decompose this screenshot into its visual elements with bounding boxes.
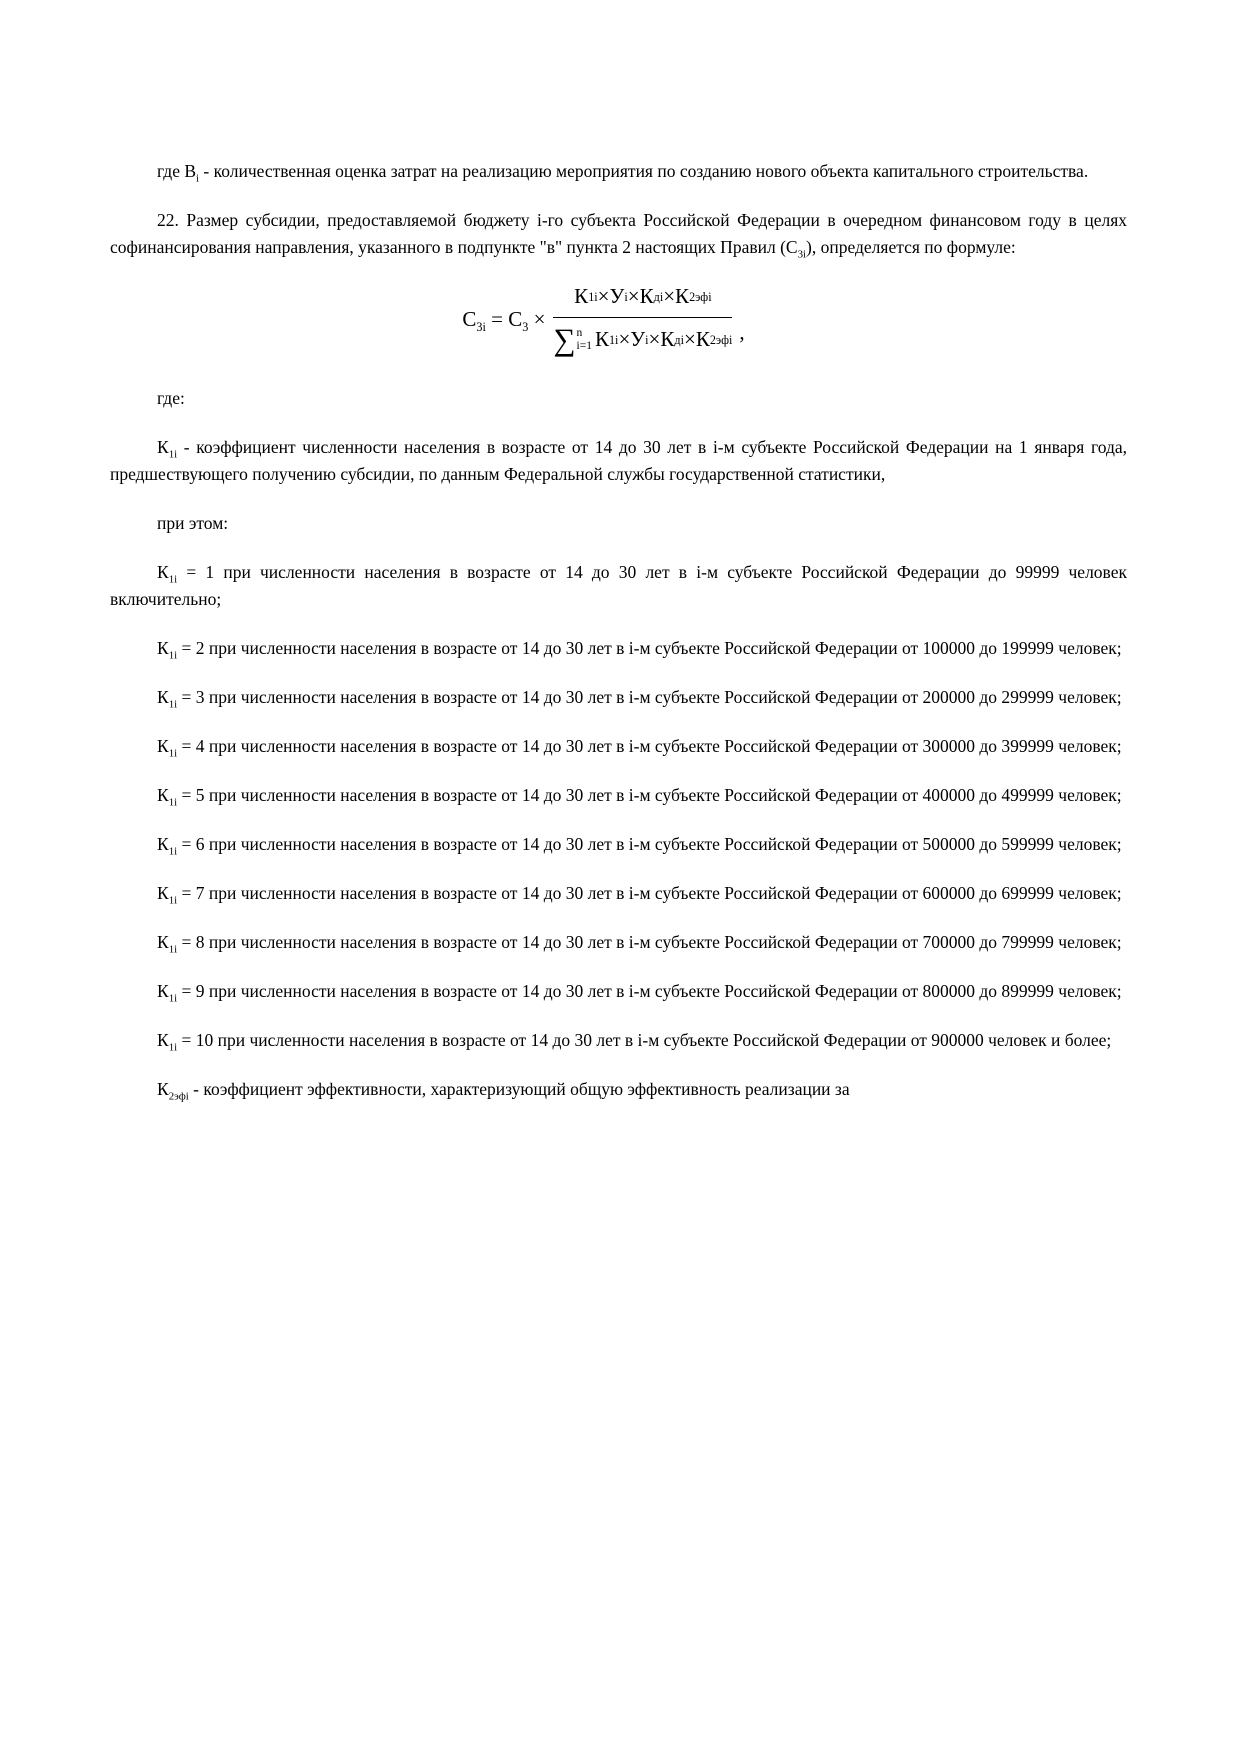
text-run: - коэффициент численности населения в возрасте от 14 до 30 лет в i-м субъекте Российской Федерации на 1 января года, предшествующего получению субсидии, по данным Федеральной службы государственной статистики, (110, 437, 1127, 485)
text-run: = 7 при численности населения в возрасте от 14 до 30 лет в i-м субъекте Российской Федерации от 600000 до 699999 человек; (177, 883, 1122, 904)
text-run: У (630, 327, 646, 352)
subscript-text: 3 (522, 319, 529, 334)
text-run: К (157, 932, 169, 953)
text-run: К (157, 562, 169, 583)
text-run: ), определяется по формуле: (806, 237, 1016, 257)
summation-symbol (553, 322, 592, 358)
paragraph-k1i-value-3 (110, 684, 1127, 711)
subscript-text: 1i (168, 796, 178, 809)
subscript-text: 1i (168, 845, 178, 858)
text-run: = 2 при численности населения в возрасте от 14 до 30 лет в i-м субъекте Российской Федерации от 100000 до 199999 человек; (177, 638, 1122, 659)
text-run: = 1 при численности населения в возрасте от 14 до 30 лет в i-м субъекте Российской Федерации до 99999 человек включительно; (110, 562, 1127, 610)
text-run: К (157, 785, 169, 806)
text-run: - количественная оценка затрат на реализацию мероприятия по созданию нового объекта капитального строительства. (199, 161, 1089, 181)
text-run: К (157, 638, 169, 659)
paragraph-k1i-value-8 (110, 929, 1127, 956)
text-run: = 5 при численности населения в возрасте от 14 до 30 лет в i-м субъекте Российской Федерации от 400000 до 499999 человек; (177, 785, 1122, 806)
text-run: - коэффициент эффективности, характеризующий общую эффективность реализации за (188, 1079, 850, 1100)
text-run: К (157, 1030, 169, 1051)
text-run: = 10 при численности населения в возрасте от 14 до 30 лет в i-м субъекте Российской Федерации от 900000 человек и более; (177, 1030, 1112, 1051)
text-run: К (157, 736, 169, 757)
text-run: К (695, 327, 710, 352)
sigma-glyph: ∑ (553, 322, 576, 358)
text-run: = 4 при численности населения в возрасте от 14 до 30 лет в i-м субъекте Российской Федерации от 300000 до 399999 человек; (177, 736, 1122, 757)
subscript-text: 1i (168, 747, 178, 760)
text-run: К (660, 327, 675, 352)
subscript-text: 1i (168, 992, 178, 1005)
text-run: × (683, 327, 696, 352)
formula-denominator: ∑ n i=1 К 1i × У i × К дi × К 2эфi (553, 322, 733, 358)
summation-lower-limit: i=1 (576, 339, 592, 352)
subscript-text: 3i (476, 319, 486, 334)
paragraph-gde (110, 385, 1127, 412)
subscript-text: 1i (168, 698, 178, 711)
paragraph-k1i-value-9 (110, 978, 1127, 1005)
paragraph-k2efi-definition (110, 1076, 1127, 1103)
text-run: = 6 при численности населения в возрасте от 14 до 30 лет в i-м субъекте Российской Федерации от 500000 до 599999 человек; (177, 834, 1122, 855)
paragraph-k1i-value-10 (110, 1027, 1127, 1054)
subscript-text: 1i (168, 1041, 178, 1054)
formula-numerator: К 1i × У i × К дi × К 2эфi (553, 283, 732, 318)
formula-left-side (462, 306, 545, 333)
text-run: К (157, 1079, 169, 1100)
summation-limits (577, 327, 592, 353)
text-run: К (157, 834, 169, 855)
text-run: × (663, 284, 676, 308)
text-run: где В (157, 161, 197, 181)
subscript-text: 2эфi (168, 1090, 189, 1103)
text-run: × (597, 284, 610, 308)
text-run: К (157, 981, 169, 1002)
paragraph-where-bi-definition (110, 158, 1127, 185)
text-run: У (609, 284, 625, 308)
subscript-text: 1i (168, 649, 178, 662)
text-run: К (675, 284, 690, 308)
text-run: где: (157, 388, 185, 409)
paragraph-k1i-value-4 (110, 733, 1127, 760)
subscript-text: i (196, 172, 200, 185)
paragraph-pri-etom (110, 510, 1127, 537)
document-content (110, 158, 1127, 1103)
paragraph-k1i-definition (110, 434, 1127, 488)
text-run: × (627, 284, 640, 308)
paragraph-k1i-value-5 (110, 782, 1127, 809)
text-run: К (639, 284, 654, 308)
text-run: С (462, 306, 477, 331)
text-run: К (594, 327, 609, 352)
text-run: × (648, 327, 661, 352)
text-run: К (157, 687, 169, 708)
subscript-text: 1i (168, 894, 178, 907)
text-run: = С (485, 306, 523, 331)
text-run: × (528, 306, 546, 331)
text-run: К (157, 437, 169, 458)
paragraph-k1i-value-7 (110, 880, 1127, 907)
formula-c3i (110, 283, 1097, 358)
paragraph-k1i-value-2 (110, 635, 1127, 662)
text-run: при этом: (157, 513, 229, 534)
text-run: = 8 при численности населения в возрасте от 14 до 30 лет в i-м субъекте Российской Федерации от 700000 до 799999 человек; (177, 932, 1122, 953)
paragraph-item-22 (110, 207, 1127, 261)
formula-trailing-comma: , (739, 319, 745, 344)
text-run: 22. Размер субсидии, предоставляемой бюджету i-го субъекта Российской Федерации в очередном финансовом году в целях софинансирования направления, указанного в подпункте "в" пункта 2 настоящих Правил (С (110, 210, 1127, 257)
text-run: К (157, 883, 169, 904)
summation-upper-limit: n (576, 326, 583, 339)
formula-fraction (553, 283, 733, 358)
text-run: = 3 при численности населения в возрасте от 14 до 30 лет в i-м субъекте Российской Федерации от 200000 до 299999 человек; (177, 687, 1122, 708)
text-run: = 9 при численности населения в возрасте от 14 до 30 лет в i-м субъекте Российской Федерации от 800000 до 899999 человек; (177, 981, 1122, 1002)
subscript-text: 1i (168, 943, 178, 956)
paragraph-k1i-value-1 (110, 559, 1127, 613)
subscript-text: 1i (168, 448, 178, 461)
paragraph-k1i-value-6 (110, 831, 1127, 858)
text-run: × (618, 327, 631, 352)
subscript-text: 1i (168, 573, 178, 586)
subscript-text: 3i (797, 248, 807, 261)
text-run: К (574, 284, 589, 308)
